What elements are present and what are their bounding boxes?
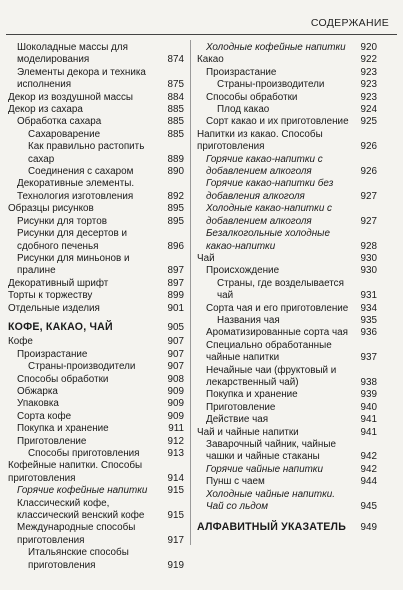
toc-entry-title: Покупка и хранение	[206, 389, 298, 401]
section-label: СОДЕРЖАНИЕ	[310, 17, 389, 29]
header-rule	[6, 34, 397, 35]
toc-entry	[8, 321, 184, 334]
toc-entry-page: 913	[167, 448, 184, 459]
toc-entry-page: 944	[360, 476, 377, 488]
toc-entry-title: Названия чая	[217, 314, 280, 326]
toc-entry	[8, 178, 184, 190]
toc-entry-page: 899	[167, 290, 184, 302]
toc-entry	[8, 216, 184, 228]
toc-entry-page: 907	[167, 348, 184, 360]
toc-entry-title: Способы приготовления	[28, 448, 140, 459]
toc-entry-page: 914	[167, 472, 184, 484]
toc-entry-page: 875	[167, 79, 184, 91]
toc-entry-page: 930	[360, 265, 377, 277]
toc-entry	[197, 340, 377, 365]
toc-entry-title: Классический кофе, классический венский кофе	[17, 497, 145, 522]
toc-entry	[197, 42, 377, 54]
toc-entry	[8, 386, 184, 398]
toc-entry	[8, 361, 184, 373]
toc-entry-title: Обжарка	[17, 385, 58, 397]
toc-entry	[8, 141, 184, 166]
toc-entry-page: 912	[167, 435, 184, 447]
toc-entry-page: 895	[167, 215, 184, 227]
toc-entry-title: Торты к торжеству	[8, 290, 93, 302]
toc-entry-page: 907	[167, 336, 184, 348]
toc-entry	[197, 303, 377, 315]
toc-entry-title: Элементы декора и техника исполнения	[17, 66, 146, 91]
toc-entry-title: Шоколадные массы для моделирования	[17, 42, 128, 66]
toc-entry-title: Ароматизированные сорта чая	[206, 327, 349, 339]
toc-entry	[197, 464, 377, 476]
toc-entry	[197, 476, 377, 488]
toc-entry-page: 920	[360, 42, 377, 53]
toc-entry	[197, 228, 377, 253]
toc-entry	[197, 104, 377, 116]
toc-entry-page: 949	[360, 522, 377, 534]
toc-entry-page: 931	[360, 290, 377, 302]
toc-entry-page: 897	[167, 277, 184, 289]
toc-entry-page: 905	[167, 321, 184, 333]
toc-entry-page: 908	[167, 373, 184, 385]
toc-entry-page: 885	[167, 128, 184, 140]
toc-entry	[197, 203, 377, 228]
toc-entry-page: 941	[360, 426, 377, 438]
toc-entry-title: Рисунки для миньонов и пралине	[17, 252, 130, 277]
toc-entry-title: Чай и чайные напитки	[197, 426, 299, 438]
toc-entry	[8, 253, 184, 278]
toc-entry	[197, 489, 377, 514]
toc-entry-page: 892	[167, 190, 184, 202]
toc-entry-page: 940	[360, 401, 377, 413]
toc-entry-title: Отдельные изделия	[8, 302, 100, 314]
toc-entry-page: 924	[360, 104, 377, 116]
toc-entry-title: АЛФАВИТНЫЙ УКАЗАТЕЛЬ	[197, 521, 347, 534]
toc-entry-page: 942	[360, 463, 377, 475]
toc-entry-title: Кофейные напитки. Способы приготовления	[8, 460, 143, 484]
toc-entry-title: Заварочный чайник, чайные чашки и чайные стаканы	[206, 439, 336, 463]
toc-entry	[197, 402, 377, 414]
toc-entry-title: Итальянские способы приготовления	[28, 547, 129, 571]
toc-entry-title: Приготовление	[206, 401, 276, 413]
toc-entry-title: Страны-производители	[217, 79, 325, 91]
toc-entry-page: 885	[167, 116, 184, 128]
toc-entry	[197, 327, 377, 339]
toc-entry-page: 909	[167, 398, 184, 410]
toc-entry-page: 945	[360, 501, 377, 513]
toc-entry	[8, 460, 184, 485]
toc-entry-page: 927	[360, 215, 377, 227]
toc-entry-title: Горячие какао-напитки с добавлением алкоголя	[206, 153, 323, 178]
toc-entry	[8, 374, 184, 386]
toc-entry	[8, 290, 184, 302]
toc-entry-page: 927	[360, 190, 377, 202]
toc-entry-title: Кофе	[8, 336, 33, 348]
toc-entry-title: Холодные кофейные напитки	[206, 42, 346, 53]
toc-entry-title: Покупка и хранение	[17, 423, 109, 435]
toc-entry-title: Произрастание	[206, 66, 277, 78]
toc-entry-title: Как правильно растопить сахар	[28, 141, 145, 165]
toc-entry-title: Декор из сахара	[8, 104, 83, 116]
toc-entry-page: 917	[167, 534, 184, 546]
toc-entry-title: Холодные чайные напитки. Чай со льдом	[206, 488, 335, 513]
toc-entry-page: 923	[360, 66, 377, 78]
toc-entry-page: 911	[168, 423, 184, 435]
toc-entry-title: Способы обработки	[206, 91, 298, 103]
toc-entry-title: Произрастание	[17, 348, 88, 360]
toc-entry	[8, 411, 184, 423]
toc-entry-page: 939	[360, 389, 377, 401]
toc-entry	[8, 67, 184, 92]
toc-entry-page: 925	[360, 116, 377, 128]
toc-entry	[8, 278, 184, 290]
toc-entry-page: 895	[167, 203, 184, 215]
toc-entry-title: Международные способы приготовления	[17, 522, 136, 546]
toc-entry-page: 874	[167, 54, 184, 66]
toc-entry-page: 889	[167, 153, 184, 165]
toc-entry-page: 937	[360, 352, 377, 364]
toc-entry	[8, 423, 184, 435]
toc-entry-title: Приготовление	[17, 435, 87, 447]
toc-entry	[8, 349, 184, 361]
toc-entry-title: КОФЕ, КАКАО, ЧАЙ	[8, 320, 113, 333]
toc-entry	[8, 448, 184, 460]
toc-entry-page: 941	[360, 414, 377, 426]
toc-entry-title: Напитки из какао. Способы приготовления	[197, 128, 323, 153]
toc-entry	[197, 54, 377, 66]
toc-entry-title: Горячие какао-напитки без добавления алкоголя	[206, 178, 334, 202]
toc-entry-title: Страны, где возделывается чай	[217, 277, 344, 302]
toc-entry	[197, 278, 377, 303]
toc-entry-page: 919	[167, 559, 184, 571]
toc-entry-page: 885	[167, 104, 184, 116]
toc-entry	[8, 336, 184, 348]
toc-entry	[197, 116, 377, 128]
toc-entry-title: Технология изготовления	[17, 190, 134, 202]
toc-entry-page: 936	[360, 327, 377, 339]
toc-entry-title: Декоративный шрифт	[8, 277, 109, 289]
toc-entry-page: 942	[360, 451, 377, 463]
toc-entry	[8, 303, 184, 315]
toc-entry-page: 890	[167, 166, 184, 178]
toc-entry	[197, 92, 377, 104]
toc-entry-title: Сорт какао и их приготовление	[206, 116, 349, 128]
toc-entry	[8, 92, 184, 104]
toc-entry-title: Нечайные чаи (фруктовый и лекарственный чай)	[206, 364, 337, 388]
toc-entry	[8, 166, 184, 178]
toc-right-column	[197, 42, 377, 535]
toc-entry-page: 930	[360, 252, 377, 264]
toc-entry-title: Сорта чая и его приготовление	[206, 302, 349, 314]
toc-entry	[8, 547, 184, 572]
toc-entry-title: Образцы рисунков	[8, 203, 94, 215]
toc-entry-page: 909	[167, 385, 184, 397]
toc-entry	[8, 129, 184, 141]
page-header	[0, 0, 403, 40]
toc-entry-page: 935	[360, 314, 377, 326]
toc-entry-page: 934	[360, 302, 377, 314]
toc-entry-page: 928	[360, 240, 377, 252]
toc-entry	[8, 485, 184, 497]
toc-entry-title: Декоративные элементы.	[17, 178, 135, 190]
toc-entry	[197, 67, 377, 79]
toc-entry	[197, 154, 377, 179]
toc-entry	[197, 253, 377, 265]
toc-entry-page: 926	[360, 166, 377, 178]
toc-entry-title: Горячие кофейные напитки	[17, 485, 148, 497]
toc-entry	[197, 521, 377, 534]
toc-entry	[197, 365, 377, 390]
toc-entry	[8, 116, 184, 128]
toc-entry-page: 884	[167, 91, 184, 103]
toc-entry-title: Холодные какао-напитки с добавлением алкоголя	[206, 203, 332, 227]
toc-entry	[197, 79, 377, 91]
toc-entry-title: Рисунки для тортов	[17, 215, 107, 227]
toc-entry-page: 909	[167, 410, 184, 422]
column-divider	[190, 40, 191, 545]
toc-entry-title: Чай	[197, 252, 215, 264]
toc-entry-page: 923	[360, 79, 377, 91]
toc-entry	[197, 315, 377, 327]
toc-entry-title: Действие чая	[206, 414, 269, 426]
toc-entry	[197, 178, 377, 203]
toc-entry-title: Обработка сахара	[17, 116, 102, 128]
toc-entry-page: 915	[167, 485, 184, 497]
toc-entry-title: Какао	[197, 54, 224, 66]
toc-entry	[8, 42, 184, 67]
toc-entry-title: Сахароварение	[28, 128, 101, 140]
toc-entry-title: Происхождение	[206, 265, 280, 277]
toc-entry-page: 915	[167, 510, 184, 522]
toc-entry	[8, 228, 184, 253]
toc-entry	[197, 439, 377, 464]
toc-entry	[8, 498, 184, 523]
toc-entry-page: 923	[360, 91, 377, 103]
toc-entry-page: 901	[167, 302, 184, 314]
toc-entry	[8, 522, 184, 547]
toc-entry-title: Плод какао	[217, 104, 270, 116]
toc-entry	[8, 398, 184, 410]
toc-entry	[8, 191, 184, 203]
toc-entry-title: Горячие чайные напитки	[206, 463, 323, 475]
toc-entry-title: Сорта кофе	[17, 410, 72, 422]
toc-entry-title: Декор из воздушной массы	[8, 91, 134, 103]
toc-entry	[8, 104, 184, 116]
toc-entry	[197, 427, 377, 439]
toc-left-column	[8, 42, 184, 572]
toc-entry-title: Безалкогольные холодные какао-напитки	[206, 228, 330, 252]
toc-entry-title: Специально обработанные чайные напитки	[206, 339, 332, 364]
toc-entry	[8, 436, 184, 448]
toc-entry	[197, 265, 377, 277]
toc-entry	[197, 389, 377, 401]
toc-entry	[197, 414, 377, 426]
toc-entry-page: 907	[167, 361, 184, 373]
toc-entry-page: 922	[360, 54, 377, 66]
toc-entry-page: 896	[167, 240, 184, 252]
toc-entry-page: 938	[360, 376, 377, 388]
toc-entry-page: 897	[167, 265, 184, 277]
toc-entry	[8, 203, 184, 215]
toc-entry-title: Соединения с сахаром	[28, 166, 134, 178]
toc-entry-title: Упаковка	[17, 398, 59, 410]
toc-entry-title: Пунш с чаем	[206, 476, 265, 488]
toc-entry-page: 926	[360, 141, 377, 153]
toc-entry-title: Способы обработки	[17, 373, 109, 385]
toc-entry	[197, 129, 377, 154]
toc-entry-title: Страны-производители	[28, 361, 136, 373]
toc-entry-title: Рисунки для десертов и сдобного печенья	[17, 228, 127, 252]
